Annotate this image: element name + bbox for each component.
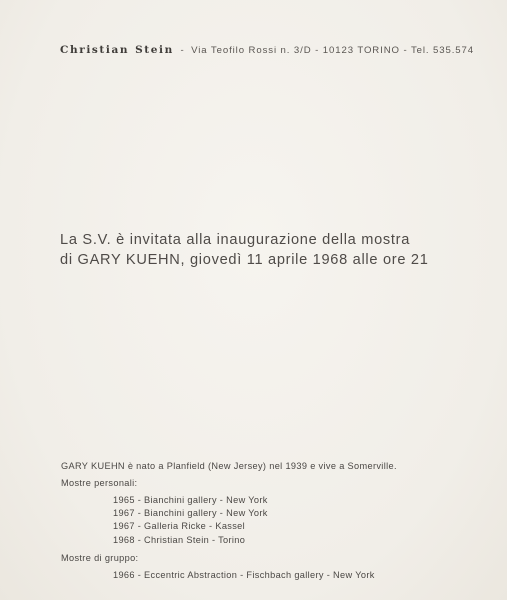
letterhead-separator: - <box>180 45 185 56</box>
list-item: 1967 - Bianchini gallery - New York <box>113 508 268 519</box>
biography-intro: GARY KUEHN è nato a Planfield (New Jersey) nel 1939 e vive a Somerville. <box>61 461 397 471</box>
invitation-line-2: di GARY KUEHN, giovedì 11 aprile 1968 alle ore 21 <box>60 252 429 268</box>
list-item: 1967 - Galleria Ricke - Kassel <box>113 521 246 532</box>
artist-biography <box>61 459 481 582</box>
list-item: 1965 - Bianchini gallery - New York <box>113 495 268 505</box>
gallery-name-last: Stein <box>135 44 174 56</box>
solo-shows-label: Mostre personali: <box>61 478 138 488</box>
letterhead <box>60 44 480 56</box>
gallery-name-first: Christian <box>60 44 130 56</box>
list-item: 1968 - Christian Stein - Torino <box>113 534 246 545</box>
group-shows-label: Mostre di gruppo: <box>61 552 139 563</box>
invitation-text <box>60 230 460 270</box>
group-shows-list <box>61 569 481 582</box>
list-item: 1966 - Eccentric Abstraction - Fischbach gallery - New York <box>113 569 375 580</box>
invitation-line-1: La S.V. è invitata alla inaugurazione della mostra <box>60 232 411 248</box>
solo-shows-list <box>61 494 481 547</box>
gallery-address: Via Teofilo Rossi n. 3/D - 10123 TORINO - Tel. 535.574 <box>191 45 475 56</box>
gallery-name <box>60 44 174 56</box>
